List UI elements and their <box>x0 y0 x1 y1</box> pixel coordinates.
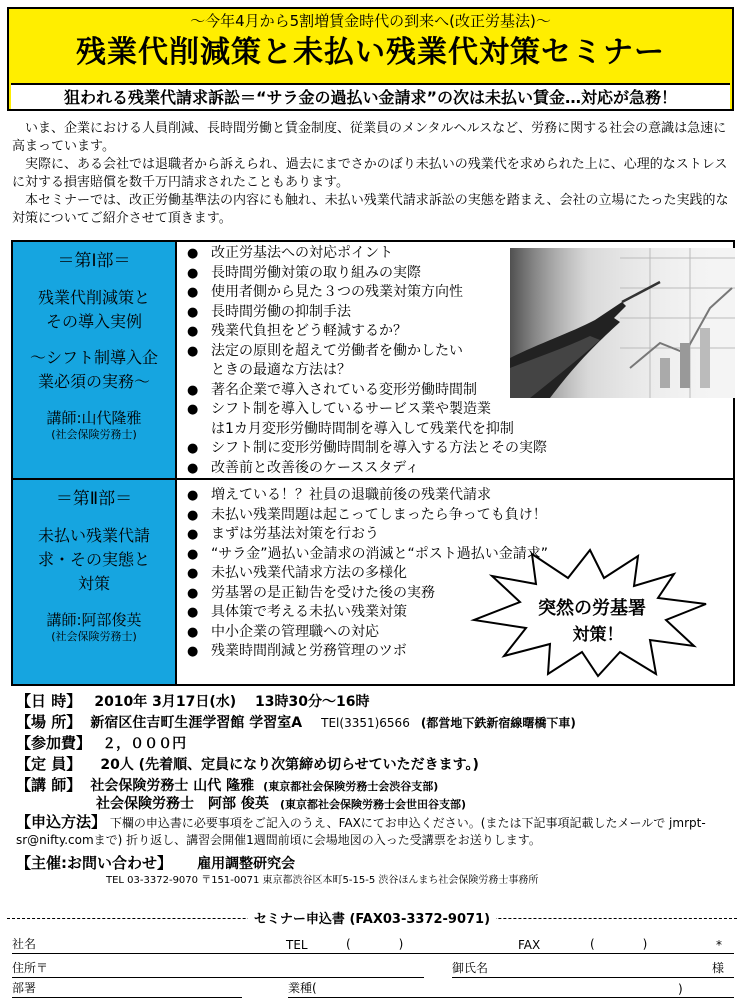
dept-label: 部署 <box>12 981 37 995</box>
part2-header-cell <box>13 480 177 684</box>
list-item: 長時間労働の抑制手法 <box>211 303 351 320</box>
lecturer-label: 【講 師】 <box>16 776 82 794</box>
part2-heading: ＝第Ⅱ部＝ <box>55 489 133 509</box>
apply-label: 【申込方法】 <box>16 813 107 831</box>
contact-text: TEL 03-3372-9070 〒151-0071 東京都渋谷区本町5-15-5 渋谷ほんまち社会保険労務士事務所 <box>106 875 539 886</box>
list-item-continued: ときの最適な方法は？ <box>211 362 351 378</box>
list-item: シフト制に変形労働時間制を導入する方法とその実際 <box>211 440 547 456</box>
lecturer-1-name: 社会保険労務士 山代 隆雅 <box>90 778 255 794</box>
bullet-icon: ● <box>187 304 199 320</box>
dept-field-line[interactable] <box>12 997 242 998</box>
intro-paragraph: 本セミナーでは、改正労働基準法の内容にも触れ、未払い残業代請求訴訟の実態を踏まえ、会社の立場にたった実践的な対策についてご紹介させて頂きます。 <box>12 193 729 226</box>
part1-heading: ＝第Ⅰ部＝ <box>57 251 131 271</box>
place-row <box>16 711 736 732</box>
apply-text: 下欄の申込書に必要事項をご記入のうえ、FAXにてお申込ください。(または下記事項記載したメールで jmrpt-sr@nifty.comまで) 折り返し、講習会開催1週間前頃に会場地図の入った受講票をお送りします。 <box>16 816 706 847</box>
industry-field-line[interactable] <box>288 997 734 998</box>
place-value: 新宿区住吉町生涯学習館 学習室A <box>90 715 303 731</box>
bullet-icon: ● <box>187 265 199 281</box>
list-item: 中小企業の管理職への対応 <box>211 623 379 640</box>
header-subtitle: ～今年4月から5割増賃金時代の到来へ(改正労基法)～ <box>190 12 551 30</box>
list-item: まずは労基法対策を行おう <box>211 526 379 542</box>
lecturer-row-1 <box>16 774 736 793</box>
bullet-icon: ● <box>187 488 199 503</box>
list-item: 法定の原則を超えて労働者を働かしたい <box>211 342 463 359</box>
sama-label: 様 <box>712 961 725 975</box>
part1-subtitle-line: ～シフト制導入企 <box>29 348 158 367</box>
part2-title-line: 未払い残業代請 <box>37 526 150 545</box>
part1-subtitle-line: 業必須の実務～ <box>37 372 150 391</box>
apply-row <box>16 814 736 852</box>
part1-lecturer-role: (社会保険労務士) <box>51 428 137 441</box>
header-banner <box>7 7 734 111</box>
bullet-icon: ● <box>187 246 199 261</box>
bullet-icon: ● <box>187 441 199 456</box>
form-row-dept <box>12 976 734 998</box>
place-access: (都営地下鉄新宿線曙橋下車) <box>420 716 576 730</box>
part1-title-line: 残業代削減策と <box>37 288 150 307</box>
pointing-hand-photo <box>510 248 735 398</box>
part1-header-cell <box>13 242 177 478</box>
place-label: 【場 所】 <box>16 713 82 731</box>
form-row-company <box>12 932 734 954</box>
list-item: 増えている！？社員の退職前後の残業代請求 <box>211 487 491 503</box>
burst-line-1: 突然の労基署 <box>538 598 646 619</box>
part2-title <box>13 524 175 596</box>
list-item: 労基署の是正勧告を受けた後の実務 <box>211 584 435 601</box>
fax-label: FAX <box>518 938 541 952</box>
list-item: 長時間労働対策の取り組みの実際 <box>211 264 421 281</box>
date-row <box>16 690 736 711</box>
list-item: 具体策で考える未払い残業対策 <box>211 604 407 620</box>
burst-line-2: 対策！ <box>572 625 624 645</box>
list-item: 未払い残業代請求方法の多様化 <box>211 565 407 581</box>
part2-title-line: 対策 <box>77 574 110 593</box>
list-item: 改善前と改善後のケーススタディ <box>211 459 420 476</box>
date-label: 【日 時】 <box>16 692 82 710</box>
tel-paren: ( ) <box>346 937 404 951</box>
part2-title-line: 求・その実態と <box>37 550 150 569</box>
event-details <box>16 690 736 887</box>
list-item: 未払い残業問題は起こってしまったら争っても負け！ <box>211 506 547 523</box>
intro-paragraph: いま、企業における人員削減、長時間労働と賃金制度、従業員のメンタルヘルスなど、労務に関する社会の意識は急速に高まっています。 <box>12 121 727 154</box>
date-value: 2010年 3月17日(水) 13時30分～16時 <box>94 694 370 710</box>
address-label: 住所〒 <box>12 961 49 975</box>
header-tagline: 狙われる残業代請求訴訟＝“サラ金の過払い金請求”の次は未払い賃金…対応が急務！ <box>11 83 730 109</box>
host-label: 【主催:お問い合わせ】 <box>16 854 172 872</box>
capacity-row <box>16 753 736 774</box>
bullet-icon: ● <box>187 605 199 620</box>
bullet-icon: ● <box>187 324 199 339</box>
tel-label: TEL <box>286 938 308 952</box>
part1-lecturer: 講師:山代隆雅 <box>46 409 142 427</box>
bullet-icon: ● <box>187 382 199 398</box>
starburst-callout <box>470 548 710 678</box>
list-item: “サラ金”過払い金請求の消滅と“ポスト過払い金請求” <box>211 545 549 562</box>
list-item: 残業時間削減と労務管理のツボ <box>211 643 407 659</box>
fee-value: ２，０００円 <box>102 736 187 752</box>
lecturer-1-org: (東京都社会保険労務士会渋谷支部) <box>263 780 439 793</box>
contact-row <box>16 871 736 887</box>
form-row-address <box>12 956 734 978</box>
application-form-title <box>7 908 737 928</box>
bullet-icon: ● <box>187 527 199 542</box>
part1-title <box>13 286 175 334</box>
lecturer-row-2 <box>16 793 736 814</box>
bullet-icon: ● <box>187 546 199 562</box>
intro-paragraph: 実際に、ある会社では退職者から訴えられ、過去にまでさかのぼり未払いの残業代を求められた上に、心理的なストレスに対する損害賠償を数千万円請求されたこともあります。 <box>12 157 728 190</box>
fax-paren: ( ) <box>590 937 648 951</box>
name-label: 御氏名 <box>452 961 489 975</box>
page-title: 残業代削減策と未払い残業代対策セミナー <box>76 35 665 70</box>
lecturer-2-org: (東京都社会保険労務士会世田谷支部) <box>279 798 467 811</box>
bullet-icon: ● <box>187 624 199 640</box>
fee-label: 【参加費】 <box>16 734 92 752</box>
fee-row <box>16 732 736 753</box>
list-item: 残業代負担をどう軽減するか？ <box>211 323 407 339</box>
capacity-label: 【定 員】 <box>16 755 82 773</box>
intro-text <box>12 120 736 228</box>
form-title: セミナー申込書 (FAX03-3372-9071) <box>248 912 496 927</box>
company-label: 社名 <box>12 937 37 951</box>
bullet-icon: ● <box>187 285 199 300</box>
bullet-icon: ● <box>187 644 199 659</box>
industry-close: ) <box>678 982 683 996</box>
list-item-continued: は1カ月変形労働時間制を導入して残業代を抑制 <box>211 420 514 437</box>
pointing-hand-illustration <box>510 248 735 398</box>
list-item: 著名企業で導入されている変形労働時間制 <box>211 381 477 398</box>
bullet-icon: ● <box>187 507 199 523</box>
place-tel: TEl(3351)6566 <box>321 716 410 730</box>
fax-asterisk: * <box>716 938 722 952</box>
industry-label: 業種( <box>288 981 317 995</box>
bullet-icon: ● <box>187 460 199 476</box>
part2-lecturer-role: (社会保険労務士) <box>51 630 137 643</box>
bullet-icon: ● <box>187 402 199 417</box>
bullet-icon: ● <box>187 566 199 581</box>
lecturer-2-name: 社会保険労務士 阿部 俊英 <box>96 796 269 812</box>
list-item: 使用者側から見た３つの残業対策方向性 <box>211 284 463 300</box>
bullet-icon: ● <box>187 585 199 601</box>
list-item: シフト制を導入しているサービス業や製造業 <box>211 401 491 417</box>
company-field-line[interactable] <box>12 953 734 954</box>
capacity-value: 20人 (先着順、定員になり次第締め切らせていただきます。) <box>100 757 479 773</box>
bullet-icon: ● <box>187 343 199 359</box>
part1-title-line: その導入実例 <box>45 312 142 331</box>
host-value: 雇用調整研究会 <box>197 856 296 872</box>
starburst-icon <box>470 548 710 678</box>
host-row <box>16 852 736 871</box>
part1-subtitle <box>13 346 175 394</box>
part2-lecturer: 講師:阿部俊英 <box>46 611 142 629</box>
list-item: 改正労基法への対応ポイント <box>211 245 393 261</box>
